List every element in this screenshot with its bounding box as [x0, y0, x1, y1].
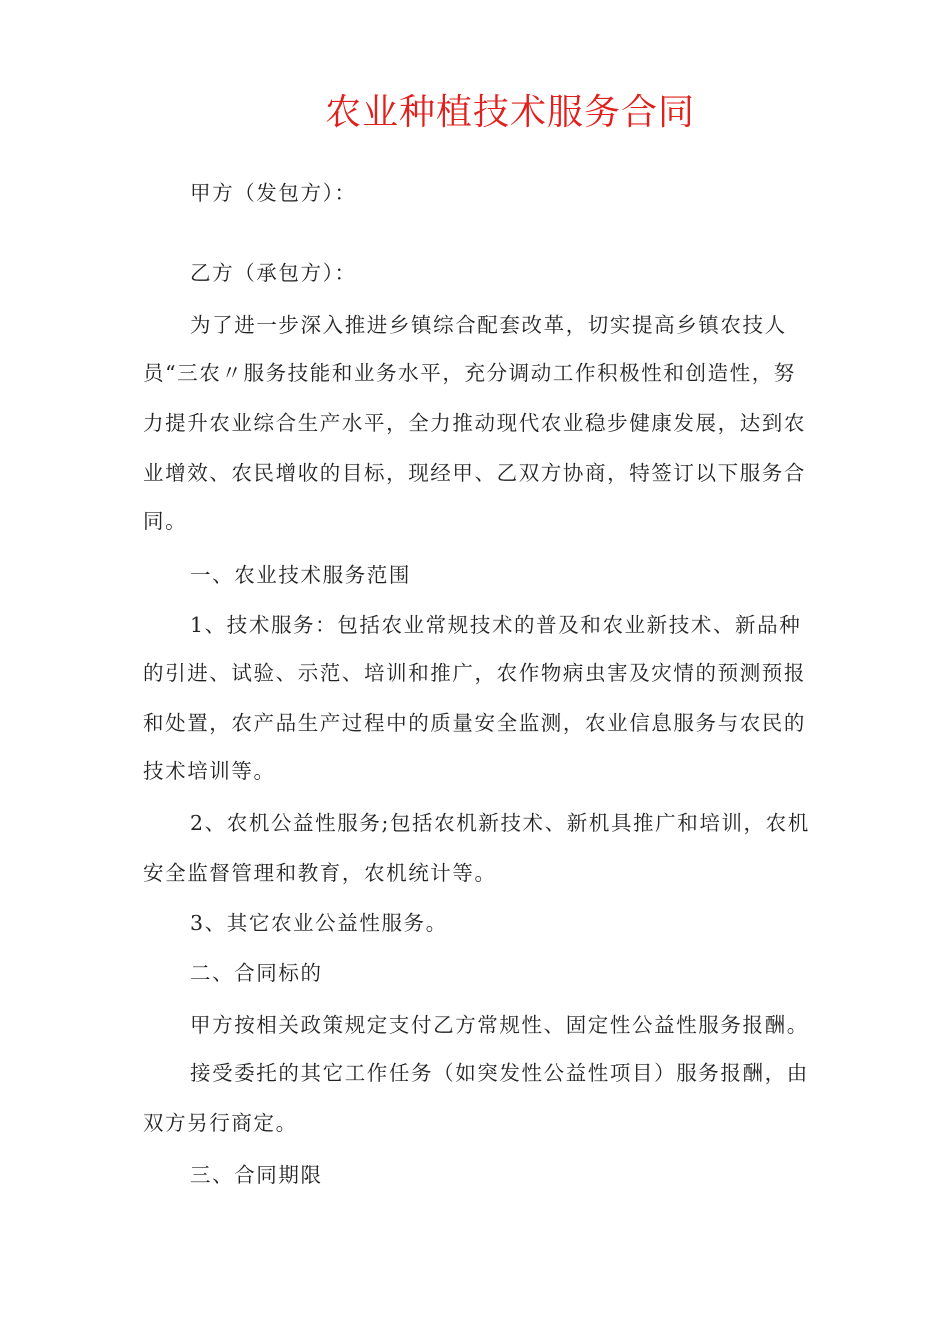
party-a-line: 甲方（发包方）：	[190, 181, 357, 205]
document-title: 农业种植技术服务合同	[324, 92, 695, 133]
party-b-line: 乙方（承包方）：	[190, 261, 357, 285]
intro-paragraph-line-3: 力提升农业综合生产水平，全力推动现代农业稳步健康发展，达到农	[143, 411, 806, 435]
item-3-line: 3、其它农业公益性服务。	[190, 911, 448, 935]
item-1-line-3: 和处置，农产品生产过程中的质量安全监测，农业信息服务与农民的	[143, 711, 806, 735]
intro-paragraph-line-1: 为了进一步深入推进乡镇综合配套改革，切实提高乡镇农技人	[190, 313, 787, 337]
item-1-line-4: 技术培训等。	[143, 759, 276, 783]
intro-paragraph-line-5: 同。	[143, 509, 188, 533]
item-2-line-2: 安全监督管理和教育，农机统计等。	[143, 861, 497, 885]
section-2-paragraph-2-line-2: 双方另行商定。	[143, 1111, 298, 1135]
item-1-line-2: 的引进、试验、示范、培训和推广，农作物病虫害及灾情的预测预报	[143, 661, 806, 685]
section-2-paragraph-1: 甲方按相关政策规定支付乙方常规性、固定性公益性服务报酬。	[190, 1013, 809, 1037]
section-2-heading: 二、合同标的	[190, 961, 323, 985]
intro-paragraph-line-4: 业增效、农民增收的目标，现经甲、乙双方协商，特签订以下服务合	[143, 461, 806, 485]
section-1-heading: 一、农业技术服务范围	[190, 563, 411, 587]
section-2-paragraph-2-line-1: 接受委托的其它工作任务（如突发性公益性项目）服务报酬，由	[190, 1061, 809, 1085]
section-3-heading: 三、合同期限	[190, 1163, 323, 1187]
item-1-line-1: 1、技术服务：包括农业常规技术的普及和农业新技术、新品种	[190, 613, 802, 637]
item-2-line-1: 2、农机公益性服务;包括农机新技术、新机具推广和培训，农机	[190, 811, 810, 835]
intro-paragraph-line-2: 员“三农〃服务技能和业务水平，充分调动工作积极性和创造性，努	[143, 361, 796, 385]
